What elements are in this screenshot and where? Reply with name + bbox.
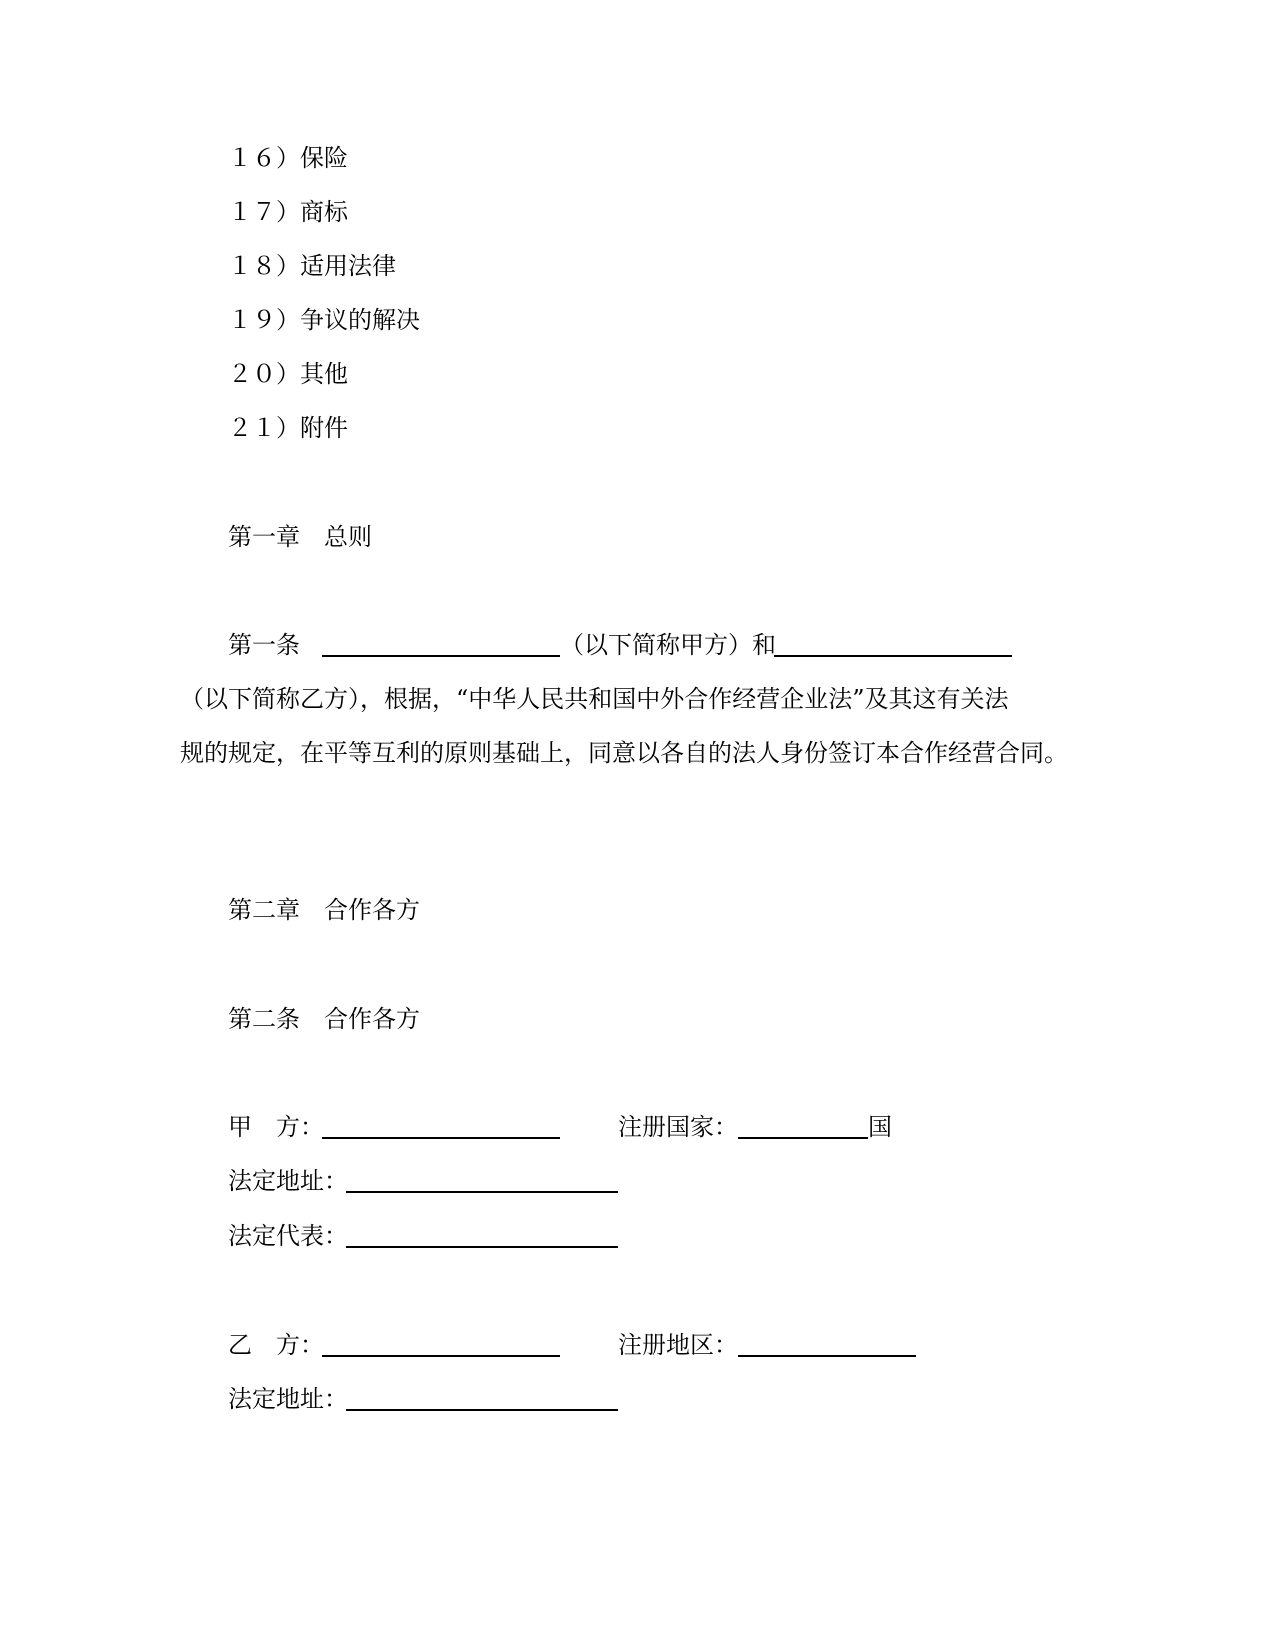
party-a-representative-field[interactable] — [346, 1246, 618, 1248]
article-2-heading: 第二条 合作各方 — [228, 1005, 420, 1033]
party-a-name-blank[interactable] — [322, 655, 560, 657]
party-b-region-field[interactable] — [738, 1355, 916, 1357]
party-b-address-label: 法定地址： — [228, 1385, 348, 1413]
party-b-name-blank[interactable] — [774, 655, 1012, 657]
party-a-country-label: 注册国家： — [618, 1113, 738, 1141]
article-1-line-2: （以下简称乙方），根据，“中华人民共和国中外合作经营企业法”及其这有关法 — [180, 685, 1009, 713]
party-b-name-label: 乙 方： — [228, 1331, 324, 1359]
article-1-party-a-suffix: （以下简称甲方）和 — [560, 631, 776, 659]
toc-item-17: １７）商标 — [228, 198, 348, 226]
chapter-1-heading: 第一章 总则 — [228, 523, 372, 551]
party-a-country-field[interactable] — [738, 1137, 868, 1139]
party-a-name-field[interactable] — [322, 1137, 560, 1139]
toc-item-18: １８）适用法律 — [228, 252, 396, 280]
toc-item-21: ２１）附件 — [228, 414, 348, 442]
party-a-country-suffix: 国 — [868, 1113, 892, 1141]
party-a-name-label: 甲 方： — [228, 1113, 324, 1141]
chapter-2-heading: 第二章 合作各方 — [228, 896, 420, 924]
party-a-address-label: 法定地址： — [228, 1167, 348, 1195]
party-a-representative-label: 法定代表： — [228, 1222, 348, 1250]
toc-item-16: １６）保险 — [228, 144, 348, 172]
party-a-address-field[interactable] — [346, 1191, 618, 1193]
toc-item-19: １９）争议的解决 — [228, 306, 420, 334]
party-b-name-field[interactable] — [322, 1355, 560, 1357]
party-b-region-label: 注册地区： — [618, 1331, 738, 1359]
article-1-line-3: 规的规定，在平等互利的原则基础上，同意以各自的法人身份签订本合作经营合同。 — [180, 739, 1068, 767]
party-b-address-field[interactable] — [346, 1409, 618, 1411]
toc-item-20: ２０）其他 — [228, 360, 348, 388]
article-1-label: 第一条 — [228, 631, 300, 659]
